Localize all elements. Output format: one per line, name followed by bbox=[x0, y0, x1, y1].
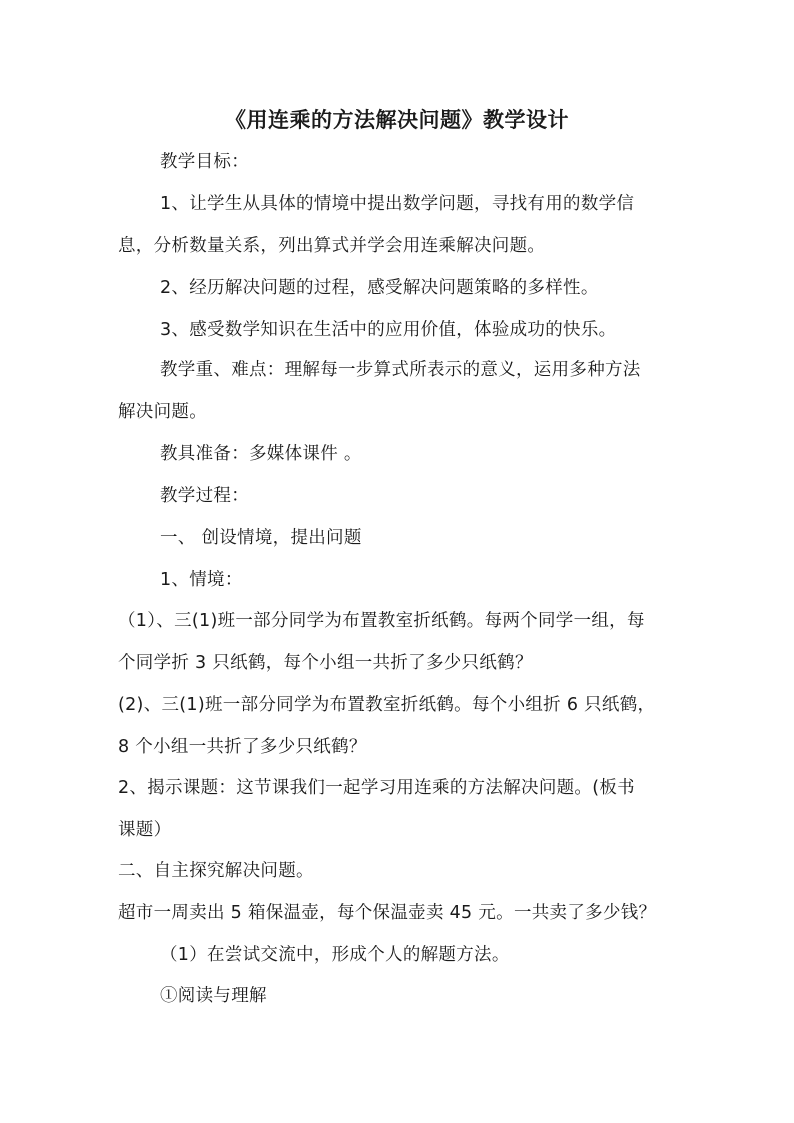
step-1-heading: （1）在尝试交流中，形成个人的解题方法。 bbox=[160, 945, 510, 965]
key-points-line-2: 解决问题。 bbox=[118, 402, 207, 422]
reveal-topic-line-2: 课题） bbox=[118, 820, 172, 840]
scenario-2-line-2: 8 个小组一共折了多少只纸鹤？ bbox=[118, 737, 367, 757]
section-heading-objectives: 教学目标： bbox=[160, 152, 249, 172]
sub-step-reading: ①阅读与理解 bbox=[160, 986, 267, 1006]
objective-2: 2、经历解决问题的过程，感受解决问题策略的多样性。 bbox=[160, 278, 599, 298]
problem-statement: 超市一周卖出 5 箱保温壶，每个保温壶卖 45 元。一共卖了多少钱？ bbox=[118, 903, 657, 923]
document-title: 《用连乘的方法解决问题》教学设计 bbox=[225, 108, 569, 132]
scenario-1-line-1: （1）、三(1)班一部分同学为布置教室折纸鹤。每两个同学一组，每 bbox=[118, 611, 645, 631]
reveal-topic-line-1: 2、揭示课题：这节课我们一起学习用连乘的方法解决问题。(板书 bbox=[118, 778, 635, 798]
scenario-2-line-1: (2)、三(1)班一部分同学为布置教室折纸鹤。每个小组折 6 只纸鹤， bbox=[118, 695, 656, 715]
key-points-line-1: 教学重、难点：理解每一步算式所表示的意义，运用多种方法 bbox=[160, 360, 641, 380]
objective-3: 3、感受数学知识在生活中的应用价值，体验成功的快乐。 bbox=[160, 320, 617, 340]
section-heading-process: 教学过程： bbox=[160, 486, 249, 506]
part-two-heading: 二、自主探究解决问题。 bbox=[118, 861, 314, 881]
teaching-aids: 教具准备：多媒体课件 。 bbox=[160, 444, 362, 464]
objective-1-line-2: 息，分析数量关系，列出算式并学会用连乘解决问题。 bbox=[118, 236, 546, 256]
part-one-heading: 一、 创设情境，提出问题 bbox=[160, 528, 362, 548]
objective-1-line-1: 1、让学生从具体的情境中提出数学问题，寻找有用的数学信 bbox=[160, 194, 635, 214]
scenario-1-line-2: 个同学折 3 只纸鹤，每个小组一共折了多少只纸鹤？ bbox=[118, 653, 533, 673]
scenario-heading: 1、情境： bbox=[160, 570, 243, 590]
